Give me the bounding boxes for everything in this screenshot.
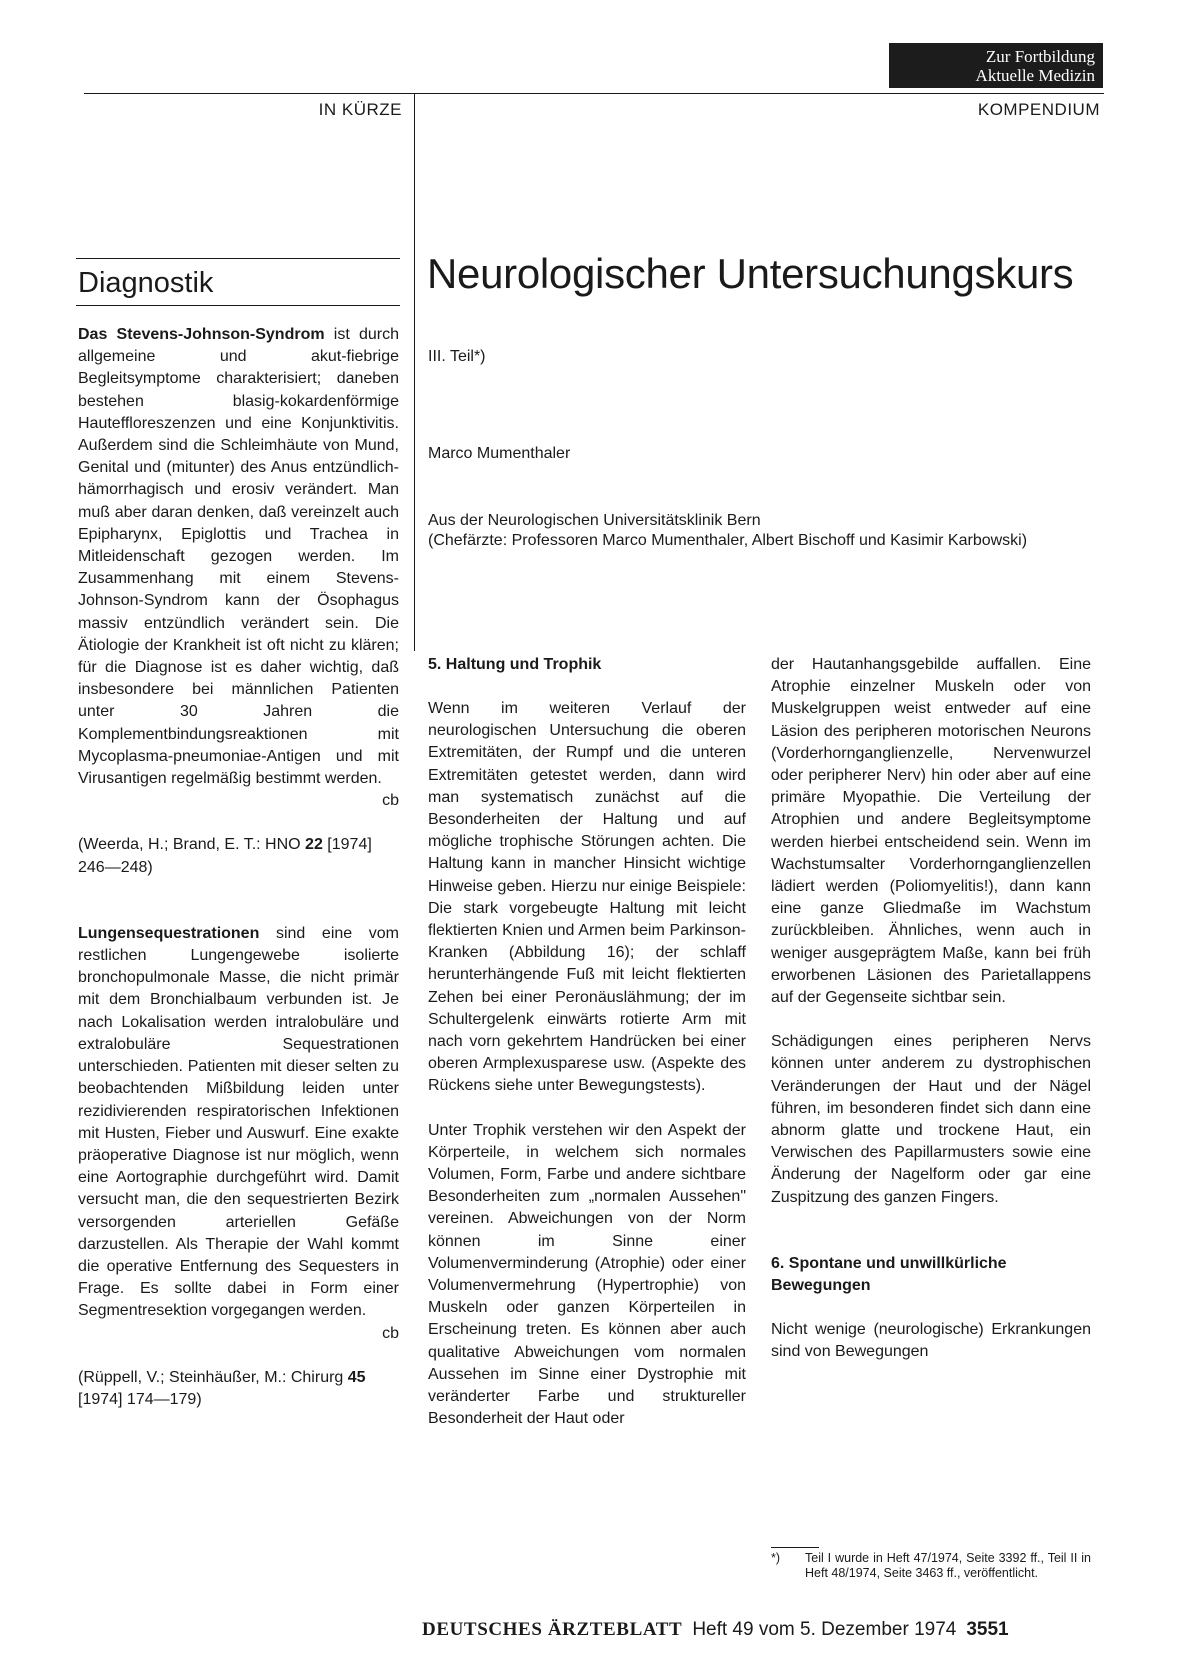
article-subtitle: III. Teil*)	[428, 348, 486, 365]
author-affiliation	[428, 511, 1068, 551]
article-author: Marco Mumenthaler	[428, 445, 571, 462]
affiliation-line: (Chefärzte: Professoren Marco Mumenthaler, Albert Bischoff und Kasimir Karbowski)	[428, 532, 1028, 549]
column-heading: Diagnostik	[78, 267, 214, 299]
page-footer	[422, 1618, 1009, 1642]
article-signature: cb	[382, 792, 399, 810]
diagnostik-heading-block	[76, 258, 400, 306]
right-column	[771, 654, 1091, 1363]
body-paragraph: Schädigungen eines peripheren Nervs können unter anderem zu dystrophischen Veränderungen der Haut und der Nägel führen, im besonderen findet sich dann eine abnorm glatte und trockene Haut, ein Verwischen des Papillarmusters sowie eine Änderung der Nagelform oder gar eine Zuspitzung des ganzen Fingers.	[771, 1033, 1091, 1206]
footnote-text: Teil I wurde in Heft 47/1974, Seite 3392 ff., Teil II in Heft 48/1974, Seite 3463 ff., veröffentlicht.	[805, 1551, 1091, 1580]
heading-rule-bottom	[76, 305, 400, 306]
left-column	[78, 324, 399, 1411]
badge-line-1: Zur Fortbildung	[985, 47, 1095, 66]
reference-volume: 22	[305, 836, 323, 854]
article-signature: cb	[382, 1324, 399, 1342]
footnote-rule	[771, 1547, 819, 1548]
section-label-left: IN KÜRZE	[318, 100, 402, 119]
body-paragraph: Nicht wenige (neurologische) Erkrankungen sind von Bewegungen	[771, 1320, 1091, 1361]
affiliation-line: Aus der Neurologischen Universitätsklinik Bern	[428, 512, 761, 529]
article-reference	[78, 1367, 399, 1411]
reference-pages: [1974] 174—179)	[78, 1390, 202, 1408]
reference-pages: [1974] 246—248)	[78, 836, 372, 876]
body-paragraph: der Hautanhangsgebilde auffallen. Eine Atrophie einzelner Muskeln oder von Muskelgruppen weist entweder auf eine Läsion des peripheren motorischen Neurons (Vorderhornganglienzelle, Nervenwurzel oder peripherer Nerv) hin oder aber auf eine primäre Myopathie. Die Verteilung der Atrophien und andere Begleitsymptome werden hierbei entscheidend sein. Wenn im Wachstumsalter Vorderhornganglienzellen lädiert werden (Poliomyelitis!), dann kann eine ganze Gliedmaße im Wachstum zurückbleiben. Ähnliches, wenn auch in weniger ausgeprägtem Maße, kann bei früh erworbenen Läsionen des Parietallappens auf der Gegenseite sichtbar sein.	[771, 656, 1091, 1007]
issue-info: Heft 49 vom 5. Dezember 1974	[692, 1619, 957, 1640]
header-rule-left	[84, 93, 414, 94]
reference-text: (Rüppell, V.; Steinhäußer, M.: Chirurg	[78, 1368, 344, 1386]
article-body: ist durch allgemeine und akut-fiebrige Begleitsymptome charakterisiert; daneben bestehen blasig-kokardenförmige Hauteffloreszenzen und eine Konjunktivitis. Außerdem sind die Schleimhäute von Mund, Genital und (mitunter) des Anus entzündlich-hämorrhagisch und erosiv verändert. Man muß aber daran denken, daß vereinzelt auch Epipharynx, Epiglottis und Trachea in Mitleidenschaft gezogen werden. Im Zusammenhang mit einem Stevens-Johnson-Syndrom kann der Ösophagus massiv entzündlich verändert sein. Die Ätiologie der Krankheit ist oft nicht zu klären; für die Diagnose ist es daher wichtig, daß insbesondere bei männlichen Patienten unter 30 Jahren die Komplementbindungsreaktionen mit Mycoplasma-pneumoniae-Antigen und mit Virusantigen regelmäßig bestimmt werden.	[78, 326, 399, 788]
article-reference	[78, 834, 399, 878]
article-stevens-johnson	[78, 324, 399, 790]
reference-text: (Weerda, H.; Brand, E. T.: HNO	[78, 836, 301, 854]
middle-column	[428, 654, 746, 1431]
article-lungensequestrationen	[78, 923, 399, 1323]
article-lead: Das Stevens-Johnson-Syndrom	[78, 326, 325, 343]
article-lead: Lungensequestrationen	[78, 924, 260, 942]
section-heading: 5. Haltung und Trophik	[428, 656, 602, 673]
column-divider	[414, 93, 415, 651]
section-heading: 6. Spontane und unwillkürliche Bewegungen	[771, 1254, 1007, 1294]
page-number: 3551	[966, 1619, 1009, 1640]
article-title: Neurologischer Untersuchungskurs	[427, 250, 1074, 297]
journal-name: DEUTSCHES ÄRZTEBLATT	[422, 1619, 683, 1640]
body-paragraph: Wenn im weiteren Verlauf der neurologischen Untersuchung die oberen Extremitäten, der Rumpf und die unteren Extremitäten getestet werden, dann wird man systematisch zunächst auf die Besonderheiten der Haltung und auf mögliche trophische Störungen achten. Die Haltung kann in mancher Hinsicht wichtige Hinweise geben. Hierzu nur einige Beispiele: Die stark vorgebeugte Haltung mit leicht flektierten Knien und Armen beim Parkinson-Kranken (Abbildung 16); der schlaff herunterhängende Fuß mit leicht flektierten Zehen bei einer Peronäuslähmung; der im Schultergelenk einwärts rotierte Arm mit nach vorn gekehrtem Handrücken bei einer oberen Armplexusparese usw. (Aspekte des Rückens siehe unter Bewegungstests).	[428, 700, 746, 1095]
header-rule-right	[414, 93, 1104, 94]
footnote-marker: *)	[771, 1551, 781, 1565]
section-badge	[889, 43, 1103, 88]
badge-line-2: Aktuelle Medizin	[975, 66, 1095, 85]
section-label-right: KOMPENDIUM	[977, 100, 1100, 119]
reference-volume: 45	[347, 1368, 366, 1386]
article-body: sind eine vom restlichen Lungengewebe isolierte bronchopulmonale Masse, die nicht primär mit dem Bronchialbaum verbunden ist. Je nach Lokalisation werden intralobuläre und extralobuläre Sequestrationen unterschieden. Patienten mit dieser selten zu beobachtenden Mißbildung leiden unter rezidivierenden respiratorischen Infektionen mit Husten, Fieber und Auswurf. Eine exakte präoperative Diagnose ist nur möglich, wenn eine Aortographie durchgeführt wird. Damit versucht man, die den sequestrierten Bezirk versorgenden arteriellen Gefäße darzustellen. Als Therapie der Wahl kommt die operative Entfernung des Sequesters in Frage. Es sollte dabei in Form einer Segmentresektion vorgegangen werden.	[78, 924, 399, 1320]
body-paragraph: Unter Trophik verstehen wir den Aspekt der Körperteile, in welchem sich normales Volumen, Form, Farbe und andere sichtbare Besonderheiten zum „normalen Aussehen" vereinen. Abweichungen von der Norm können im Sinne einer Volumenverminderung (Atrophie) oder einer Volumenvermehrung (Hypertrophie) von Muskeln oder ganzen Körperteilen in Erscheinung treten. Es können aber auch qualitative Abweichungen vom normalen Aussehen im Sinne einer Dystrophie mit veränderter Farbe und struktureller Besonderheit der Haut oder	[428, 1121, 746, 1428]
footnote	[771, 1551, 1091, 1581]
